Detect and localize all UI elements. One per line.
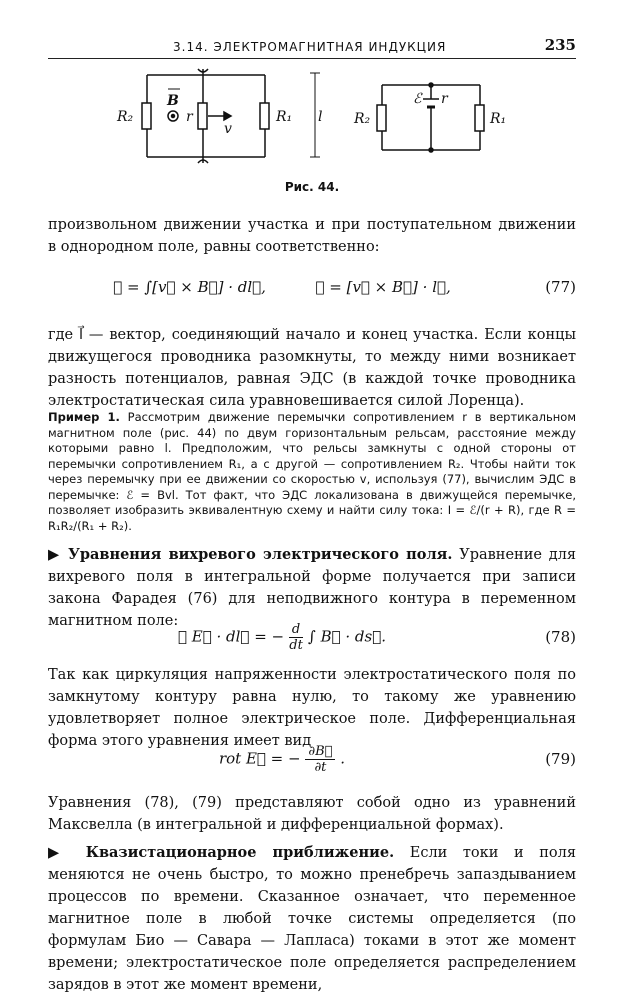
section-vortex-field: ▶ Уравнения вихревого электрического поля. Уравнение для вихревого поля в интегральной форме получается при записи закона Фарадея (76) для неподвижного контура в переменном магнитном поле:: [48, 546, 577, 629]
eq78-frac-top: d: [289, 622, 303, 638]
resistor-r2: [142, 103, 151, 129]
quasistationary-text: Если токи и поля меняются не очень быстро, то можно пренебречь запаздыванием процессов по времени. Сказанное означает, что переменное магнитное поле в любой точке системы определяется (по формулам Био — Савара — Лапласа) токами в этот же момент времени; электростатическое поле определяется распределением зарядов в этот же момент времени,: [48, 845, 577, 993]
paragraph-2: где l⃗ — вектор, соединяющий начало и конец участка. Если концы движущегося проводника разомкнуты, то между ними возникает разность потенциалов, равная ЭДС (в каждой точке проводника электростатическая сила уравновешивается силой Лоренца).: [48, 327, 576, 409]
paragraph-4: Уравнения (78), (79) представляют собой одно из уравнений Максвелла (в интегральной и дифференциальной формах).: [48, 795, 576, 833]
label-r1-right: R₁: [490, 111, 507, 127]
eq79-fraction: [305, 744, 335, 775]
rail-circuit-diagram: [116, 69, 322, 163]
eq78-rhs: ∫ B⃗ · ds⃗.: [308, 627, 386, 646]
equivalent-circuit-diagram: [353, 83, 506, 152]
example-text: Рассмотрим движение перемычки сопротивлением r в вертикальном магнитном поле (рис. 44) по двум горизонтальным рельсам, расстояние между которыми равно l. Предположим, что рельсы замкнуты с одной стороны от перемычки сопротивлением R₁, а с другой — сопротивлением R₂. Чтобы найти ток через перемычку при ее движении со скоростью v, используя (77), вычислим ЭДС в перемычке: ℰ = Bvl. Тот факт, что ЭДС локализована в движущейся перемычке, позволяет изобразить эквивалентную схему и найти силу тока: I = ℰ/(r + R), где R = R₁R₂/(R₁ + R₂).: [48, 410, 576, 533]
vortex-field-text: Уравнение для вихревого поля в интегральной форме получается при записи закона Фарадея (76) для неподвижного контура в переменном магнитном поле:: [48, 547, 577, 629]
paragraph-3: Так как циркуляция напряженности электростатического поля по замкнутому контуру равна нулю, то такому же уравнению удовлетворяет полное электрическое поле. Дифференциальная форма этого уравнения имеет вид: [48, 667, 576, 749]
eq79-frac-top: ∂B⃗: [305, 744, 335, 760]
eq79-frac-bottom: ∂t: [314, 760, 327, 775]
eq79-number: (79): [545, 750, 576, 768]
label-l: l: [318, 109, 323, 125]
eq78-fraction: [289, 622, 303, 653]
eq77-number: (77): [545, 278, 576, 296]
label-r1-left: R₁: [276, 109, 293, 125]
label-v: v: [224, 121, 232, 137]
heading-vortex-field: Уравнения вихревого электрического поля.: [68, 546, 453, 563]
resistor-r: [198, 103, 207, 129]
equation-78: [48, 622, 576, 652]
equation-77: [48, 278, 576, 308]
eq78-frac-bottom: dt: [289, 638, 303, 653]
eq77-left: ℰ = ∫[v⃗ × B⃗] · dl⃗,: [113, 278, 266, 296]
eq78-lhs: ∮ E⃗ · dl⃗ = −: [178, 627, 285, 646]
heading-quasistationary: Квазистационарное приближение.: [85, 844, 395, 861]
example-1: [48, 410, 576, 534]
page-header: [48, 34, 576, 59]
resistor-r1: [260, 103, 269, 129]
eq79-rhs: .: [340, 749, 346, 768]
example-label: Пример 1.: [48, 410, 120, 424]
label-r2-right: R₂: [354, 111, 371, 127]
equation-79: [48, 744, 576, 774]
eq79-lhs: rot E⃗ = −: [218, 749, 301, 768]
paragraph-1: произвольном движении участка и при поступательном движении в однородном поле, равны соответственно:: [48, 217, 576, 255]
label-emf: ℰ: [413, 91, 422, 107]
section-quasistationary: ▶ Квазистационарное приближение. Если токи и поля меняются не очень быстро, то можно пренебречь запаздыванием процессов по времени. Сказанное означает, что переменное магнитное поле в любой точке системы определяется (по формулам Био — Савара — Лапласа) токами в этот же момент времени; электростатическое поле определяется распределением зарядов в этот же момент времени,: [48, 844, 577, 993]
label-b: B: [167, 93, 179, 109]
figure-44: [100, 65, 520, 175]
resistor-r2-eq: [377, 105, 386, 131]
eq77-right: ℰ = [v⃗ × B⃗] · l⃗,: [315, 278, 451, 296]
eq78-number: (78): [545, 628, 576, 646]
label-r-right: r: [441, 91, 448, 107]
resistor-r1-eq: [475, 105, 484, 131]
label-r2-left: R₂: [117, 109, 134, 125]
page-number: 235: [544, 36, 576, 54]
figure-caption: Рис. 44.: [284, 180, 340, 194]
label-r-left: r: [186, 109, 193, 125]
section-title: 3.14. ЭЛЕКТРОМАГНИТНАЯ ИНДУКЦИЯ: [173, 40, 447, 54]
